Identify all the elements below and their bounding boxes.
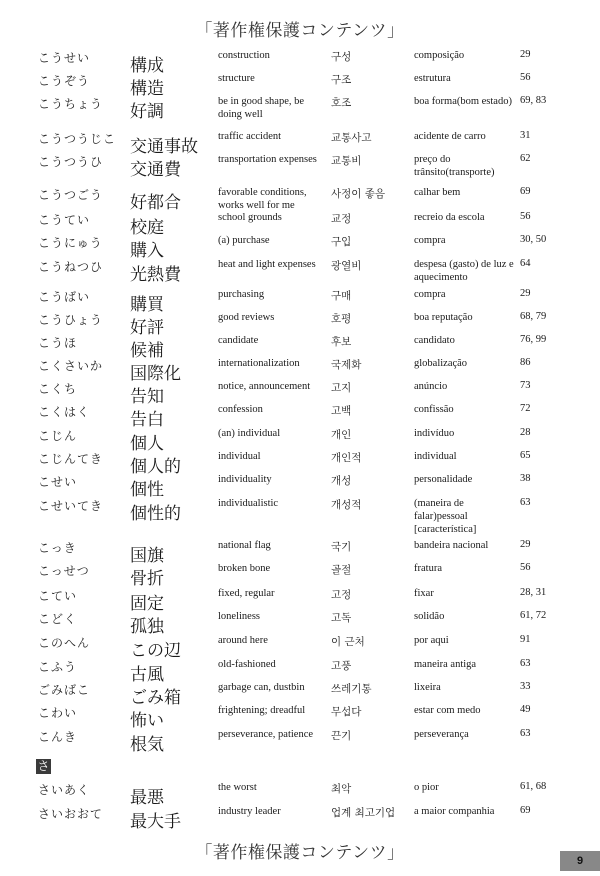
entry-portuguese: boa reputação [414, 312, 473, 323]
entry-reading: こっせつ [38, 564, 90, 578]
entry-reading: こうほ [38, 336, 78, 350]
entry-portuguese: perseverança [414, 729, 469, 740]
entry-reading: こうばい [38, 290, 91, 304]
entry-portuguese: a maior companhia [414, 806, 495, 817]
entry-reading: こんき [38, 730, 78, 744]
entry-kanji: 国旗 [130, 546, 164, 566]
entry-english: around here [218, 635, 268, 646]
entry-reading: こどく [38, 612, 78, 626]
entry-kanji: ごみ箱 [130, 688, 181, 708]
entry-kanji: 告白 [130, 410, 164, 430]
entry-korean: 고백 [331, 405, 352, 417]
entry-english: candidate [218, 335, 259, 346]
entry-reading: こうぞう [38, 74, 91, 88]
entry-page: 56 [520, 211, 531, 222]
entry-english: individual [218, 451, 261, 462]
entry-english: good reviews [218, 312, 275, 323]
entry-kanji: 最大手 [130, 812, 181, 832]
entry-korean: 구조 [331, 74, 352, 86]
entry-kanji: 購入 [130, 241, 164, 261]
entry-korean: 고독 [331, 612, 352, 624]
entry-english: confession [218, 404, 263, 415]
entry-kanji: 候補 [130, 341, 164, 361]
entry-korean: 개인 [331, 429, 352, 441]
entry-portuguese: composição [414, 50, 465, 61]
entry-english: heat and light expenses [218, 259, 316, 270]
entry-portuguese: compra [414, 289, 446, 300]
entry-english: old-fashioned [218, 659, 276, 670]
entry-english: fixed, regular [218, 588, 275, 599]
copyright-banner-top: 「著作権保護コンテンツ」 [195, 21, 405, 41]
entry-kanji: 個性的 [130, 504, 181, 524]
entry-portuguese: personalidade [414, 474, 473, 485]
entry-korean: 교통비 [331, 155, 362, 167]
entry-kanji: 個性 [130, 480, 164, 500]
entry-portuguese: compra [414, 235, 446, 246]
entry-korean: 후보 [331, 336, 352, 348]
entry-english: structure [218, 73, 255, 84]
entry-page: 61, 68 [520, 781, 547, 792]
entry-page: 61, 72 [520, 610, 547, 621]
page-number: 9 [560, 851, 600, 871]
copyright-banner-bottom: 「著作権保護コンテンツ」 [195, 843, 405, 863]
entry-english: perseverance, patience [218, 729, 314, 740]
entry-english: broken bone [218, 563, 271, 574]
entry-reading: こせいてき [38, 499, 104, 513]
entry-kanji: 構造 [130, 79, 164, 99]
entry-kanji: 交通費 [130, 160, 181, 180]
entry-portuguese: fratura [414, 563, 442, 574]
entry-korean: 고정 [331, 589, 352, 601]
entry-kanji: 交通事故 [130, 137, 198, 157]
entry-portuguese: solidão [414, 611, 445, 622]
entry-kanji: 光熱費 [130, 265, 181, 285]
entry-english: the worst [218, 782, 257, 793]
entry-page: 29 [520, 288, 531, 299]
entry-english: garbage can, dustbin [218, 682, 305, 693]
entry-english: loneliness [218, 611, 260, 622]
entry-page: 68, 79 [520, 311, 547, 322]
entry-kanji: 構成 [130, 56, 164, 76]
entry-portuguese: despesa (gasto) de luz e aquecimento [414, 259, 514, 283]
entry-page: 63 [520, 658, 531, 669]
entry-korean: 끈기 [331, 730, 352, 742]
entry-kanji: 好都合 [130, 193, 181, 213]
entry-english: (a) purchase [218, 235, 270, 246]
entry-portuguese: (maneira de falar)pessoal [característica] [414, 498, 477, 535]
entry-reading: ごみばこ [38, 683, 91, 697]
entry-portuguese: candidato [414, 335, 455, 346]
entry-kanji: 好調 [130, 102, 164, 122]
entry-kanji: 孤独 [130, 617, 164, 637]
entry-english: individualistic [218, 498, 279, 509]
entry-reading: こわい [38, 706, 78, 720]
entry-reading: さいおおて [38, 807, 103, 821]
entry-english: individuality [218, 474, 272, 485]
entry-page: 63 [520, 497, 531, 508]
entry-page: 29 [520, 539, 531, 550]
entry-page: 86 [520, 357, 531, 368]
entry-page: 56 [520, 72, 531, 83]
entry-kanji: 個人 [130, 434, 164, 454]
entry-kanji: 個人的 [130, 457, 181, 477]
entry-page: 69 [520, 186, 531, 197]
entry-reading: こくはく [38, 405, 91, 419]
entry-page: 76, 99 [520, 334, 547, 345]
entry-reading: こうてい [38, 213, 91, 227]
entry-english: internationalization [218, 358, 300, 369]
entry-korean: 구매 [331, 290, 352, 302]
entry-reading: こじん [38, 429, 78, 443]
entry-portuguese: bandeira nacional [414, 540, 489, 551]
entry-portuguese: por aqui [414, 635, 449, 646]
entry-kanji: 好評 [130, 318, 164, 338]
entry-english: frightening; dreadful [218, 705, 306, 716]
entry-kanji: 固定 [130, 594, 164, 614]
entry-kanji: 告知 [130, 387, 164, 407]
entry-page: 69, 83 [520, 95, 547, 106]
entry-page: 49 [520, 704, 531, 715]
entry-reading: こうつごう [38, 188, 104, 202]
entry-korean: 교정 [331, 213, 352, 225]
entry-portuguese: confissão [414, 404, 454, 415]
entry-korean: 호평 [331, 313, 352, 325]
entry-portuguese: maneira antiga [414, 659, 477, 670]
entry-reading: こうひょう [38, 313, 104, 327]
entry-portuguese: estar com medo [414, 705, 481, 716]
entry-korean: 광열비 [331, 260, 362, 272]
entry-korean: 무섭다 [331, 706, 362, 718]
entry-reading: こうねつひ [38, 260, 104, 274]
entry-reading: こくさいか [38, 359, 104, 373]
entry-page: 73 [520, 380, 531, 391]
entry-portuguese: indivíduo [414, 428, 455, 439]
entry-english: favorable conditions, works well for me [218, 187, 307, 211]
entry-page: 28 [520, 427, 531, 438]
entry-kanji: 怖い [130, 711, 164, 731]
entry-reading: このへん [38, 636, 91, 650]
entry-page: 72 [520, 403, 531, 414]
entry-english: construction [218, 50, 270, 61]
entry-page: 65 [520, 450, 531, 461]
entry-reading: こうつうひ [38, 155, 104, 169]
entry-english: be in good shape, be doing well [218, 96, 305, 120]
entry-korean: 구입 [331, 236, 352, 248]
entry-page: 64 [520, 258, 531, 269]
entry-reading: こじんてき [38, 452, 104, 466]
entry-korean: 고지 [331, 382, 352, 394]
entry-portuguese: acidente de carro [414, 131, 486, 142]
section-badge-sa: さ [37, 759, 50, 773]
entry-reading: こうちょう [38, 97, 104, 111]
entry-portuguese: boa forma(bom estado) [414, 96, 512, 107]
entry-english: national flag [218, 540, 271, 551]
entry-korean: 구성 [331, 51, 352, 63]
entry-portuguese: anúncio [414, 381, 448, 392]
entry-kanji: 購買 [130, 295, 164, 315]
entry-portuguese: globalização [414, 358, 468, 369]
entry-english: (an) individual [218, 428, 281, 439]
entry-page: 91 [520, 634, 531, 645]
entry-reading: こうにゅう [38, 236, 103, 250]
entry-page: 28, 31 [520, 587, 547, 598]
entry-kanji: この辺 [130, 641, 181, 661]
entry-kanji: 最悪 [130, 788, 164, 808]
entry-reading: さいあく [38, 783, 91, 797]
entry-page: 29 [520, 49, 531, 60]
entry-english: industry leader [218, 806, 281, 817]
entry-korean: 국기 [331, 541, 352, 553]
entry-page: 63 [520, 728, 531, 739]
entry-page: 30, 50 [520, 234, 547, 245]
entry-portuguese: fixar [414, 588, 434, 599]
entry-korean: 업계 최고기업 [331, 807, 396, 819]
entry-korean: 교통사고 [331, 132, 372, 144]
entry-portuguese: preço do trânsito(transporte) [414, 154, 495, 178]
entry-page: 33 [520, 681, 531, 692]
entry-korean: 사정이 좋음 [331, 188, 386, 200]
entry-korean: 골절 [331, 564, 352, 576]
entry-kanji: 根気 [130, 735, 164, 755]
entry-portuguese: lixeira [414, 682, 441, 693]
entry-reading: こせい [38, 475, 78, 489]
entry-page: 38 [520, 473, 531, 484]
entry-korean: 고풍 [331, 660, 352, 672]
entry-kanji: 校庭 [130, 218, 164, 238]
entry-english: notice, announcement [218, 381, 311, 392]
entry-kanji: 古風 [130, 665, 164, 685]
entry-portuguese: estrutura [414, 73, 451, 84]
entry-reading: こてい [38, 589, 78, 603]
entry-english: school grounds [218, 212, 282, 223]
entry-page: 31 [520, 130, 531, 141]
entry-page: 62 [520, 153, 531, 164]
entry-korean: 호조 [331, 97, 352, 109]
entry-reading: こくち [38, 382, 78, 396]
entry-korean: 개성 [331, 475, 352, 487]
entry-korean: 이 근처 [331, 636, 365, 648]
entry-korean: 개성적 [331, 499, 362, 511]
entry-reading: こふう [38, 660, 78, 674]
entry-korean: 개인적 [331, 452, 362, 464]
entry-kanji: 骨折 [130, 569, 164, 589]
entry-portuguese: individual [414, 451, 457, 462]
entry-reading: こうつうじこ [38, 132, 117, 146]
entry-page: 56 [520, 562, 531, 573]
entry-page: 69 [520, 805, 531, 816]
entry-korean: 최악 [331, 783, 352, 795]
entry-kanji: 国際化 [130, 364, 181, 384]
entry-portuguese: o pior [414, 782, 439, 793]
entry-reading: こうせい [38, 51, 91, 65]
entry-portuguese: calhar bem [414, 187, 461, 198]
entry-korean: 쓰레기통 [331, 683, 372, 695]
entry-reading: こっき [38, 541, 77, 555]
entry-korean: 국제화 [331, 359, 362, 371]
entry-english: purchasing [218, 289, 265, 300]
entry-portuguese: recreio da escola [414, 212, 485, 223]
entry-english: transportation expenses [218, 154, 317, 165]
entry-english: traffic accident [218, 131, 282, 142]
